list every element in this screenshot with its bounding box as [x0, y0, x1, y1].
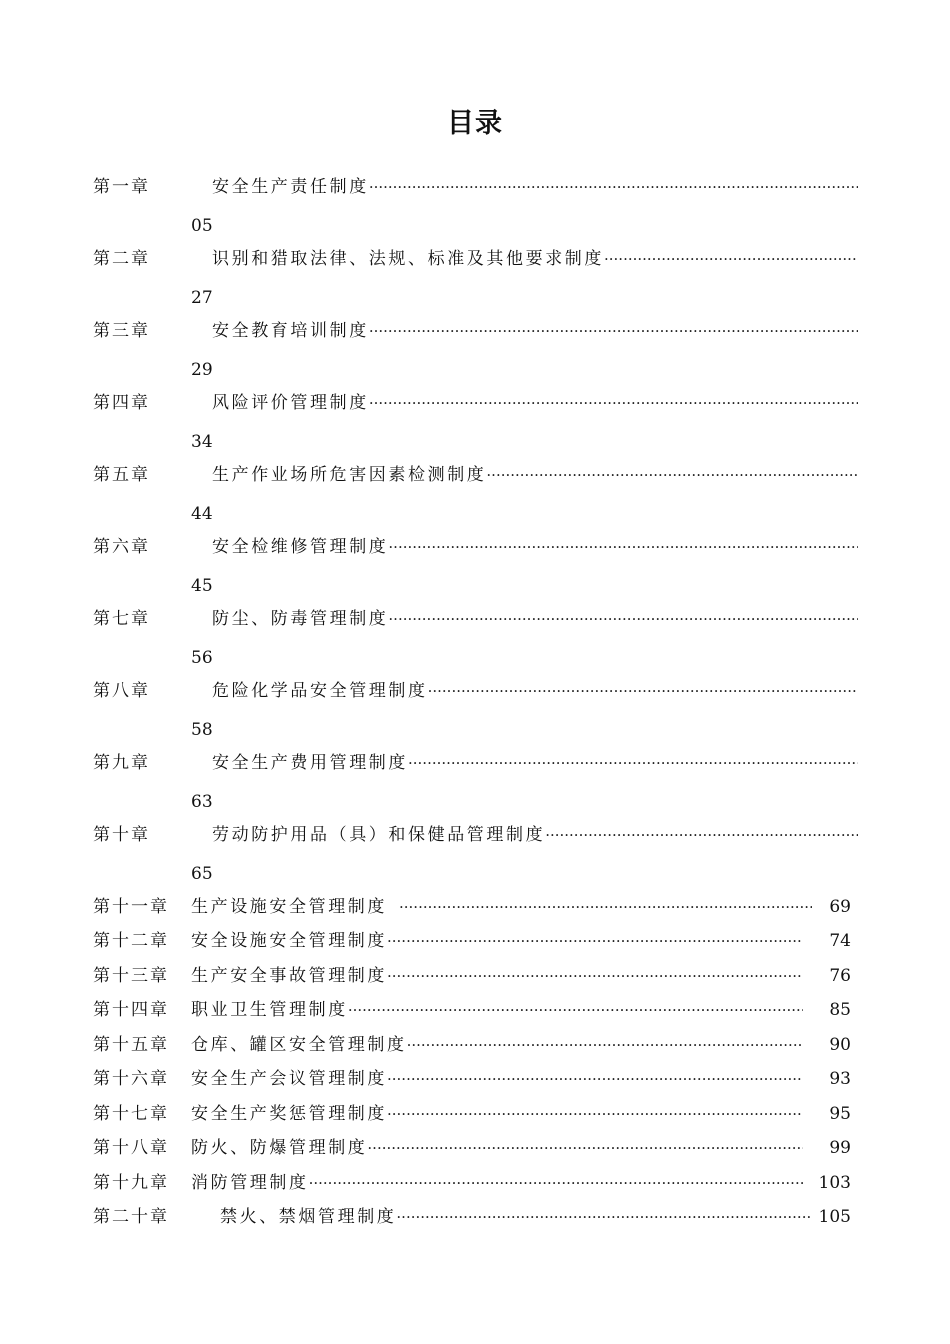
page-number: 34: [191, 432, 213, 452]
page-number: 45: [191, 576, 213, 596]
dot-leader: [545, 822, 858, 848]
dot-leader: [369, 318, 858, 344]
dot-leader: [348, 997, 803, 1023]
chapter-number: 第十八章: [93, 1138, 169, 1158]
page-number: 93: [829, 1069, 851, 1089]
page-number: 105: [818, 1207, 851, 1227]
dot-leader: [399, 894, 812, 920]
toc-entry: [0, 822, 950, 848]
page-number: 44: [191, 504, 213, 524]
chapter-number: 第五章: [93, 465, 150, 485]
chapter-number: 第十五章: [93, 1035, 169, 1055]
toc-entry: [0, 1170, 950, 1196]
dot-leader: [408, 750, 858, 776]
chapter-number: 第十二章: [93, 931, 169, 951]
chapter-number: 第十四章: [93, 1000, 169, 1020]
chapter-title: 安全生产责任制度: [212, 177, 369, 197]
chapter-title: 安全生产费用管理制度: [212, 753, 408, 773]
chapter-title: 生产安全事故管理制度: [191, 966, 387, 986]
chapter-title: 安全教育培训制度: [212, 321, 369, 341]
dot-leader: [387, 928, 803, 954]
chapter-number: 第十一章: [93, 897, 169, 917]
toc-entry: [0, 997, 950, 1023]
page-number: 90: [829, 1035, 851, 1055]
toc-entry: [0, 462, 950, 488]
dot-leader: [388, 534, 858, 560]
chapter-title: 消防管理制度: [191, 1173, 309, 1193]
toc-entry: [0, 246, 950, 272]
toc-entry: [0, 318, 950, 344]
page-number: 27: [191, 288, 213, 308]
chapter-title: 防尘、防毒管理制度: [212, 609, 389, 629]
page-number: 63: [191, 792, 213, 812]
toc-entry: [0, 1066, 950, 1092]
dot-leader: [387, 1101, 803, 1127]
toc-entry: [0, 1101, 950, 1127]
chapter-number: 第十九章: [93, 1173, 169, 1193]
chapter-title: 安全设施安全管理制度: [191, 931, 387, 951]
chapter-number: 第六章: [93, 537, 150, 557]
page-number: 74: [829, 931, 851, 951]
page-number: 56: [191, 648, 213, 668]
toc-entry: [0, 1135, 950, 1161]
dot-leader: [369, 174, 858, 200]
dot-leader: [396, 1204, 812, 1230]
chapter-number: 第四章: [93, 393, 150, 413]
dot-leader: [367, 1135, 803, 1161]
toc-entry: [0, 750, 950, 776]
chapter-number: 第一章: [93, 177, 150, 197]
chapter-number: 第十七章: [93, 1104, 169, 1124]
chapter-title: 防火、防爆管理制度: [191, 1138, 368, 1158]
toc-entry: [0, 606, 950, 632]
toc-entry: [0, 174, 950, 200]
chapter-title: 职业卫生管理制度: [191, 1000, 348, 1020]
page-number: 58: [191, 720, 213, 740]
toc-entry: [0, 928, 950, 954]
chapter-number: 第九章: [93, 753, 150, 773]
page-number: 69: [829, 897, 851, 917]
page-number: 103: [818, 1173, 851, 1193]
chapter-title: 仓库、罐区安全管理制度: [191, 1035, 407, 1055]
toc-entry: [0, 1032, 950, 1058]
dot-leader: [369, 390, 858, 416]
chapter-title: 劳动防护用品（具）和保健品管理制度: [212, 825, 546, 845]
chapter-title: 识别和猎取法律、法规、标准及其他要求制度: [212, 249, 604, 269]
chapter-number: 第二章: [93, 249, 150, 269]
toc-entry: [0, 963, 950, 989]
page-number: 85: [829, 1000, 851, 1020]
dot-leader: [428, 678, 858, 704]
chapter-number: 第十三章: [93, 966, 169, 986]
chapter-number: 第十六章: [93, 1069, 169, 1089]
dot-leader: [407, 1032, 803, 1058]
chapter-number: 第三章: [93, 321, 150, 341]
page-number: 99: [829, 1138, 851, 1158]
dot-leader: [309, 1170, 803, 1196]
dot-leader: [486, 462, 858, 488]
dot-leader: [387, 1066, 803, 1092]
page-number: 05: [191, 216, 213, 236]
chapter-title: 生产设施安全管理制度: [191, 897, 387, 917]
page-number: 65: [191, 864, 213, 884]
chapter-title: 生产作业场所危害因素检测制度: [212, 465, 487, 485]
chapter-title: 禁火、禁烟管理制度: [220, 1207, 397, 1227]
chapter-title: 风险评价管理制度: [212, 393, 369, 413]
page-number: 95: [829, 1104, 851, 1124]
chapter-number: 第八章: [93, 681, 150, 701]
toc-entry: [0, 390, 950, 416]
chapter-title: 安全生产奖惩管理制度: [191, 1104, 387, 1124]
chapter-title: 安全生产会议管理制度: [191, 1069, 387, 1089]
page-number: 76: [829, 966, 851, 986]
dot-leader: [388, 606, 858, 632]
chapter-title: 危险化学品安全管理制度: [212, 681, 428, 701]
toc-entry: [0, 678, 950, 704]
page-number: 29: [191, 360, 213, 380]
chapter-number: 第十章: [93, 825, 150, 845]
chapter-title: 安全检维修管理制度: [212, 537, 389, 557]
chapter-number: 第七章: [93, 609, 150, 629]
dot-leader: [604, 246, 858, 272]
dot-leader: [387, 963, 803, 989]
page-title: 目录: [447, 108, 503, 139]
toc-entry: [0, 534, 950, 560]
toc-entry: [0, 894, 950, 920]
toc-entry: [0, 1204, 950, 1230]
chapter-number: 第二十章: [93, 1207, 169, 1227]
